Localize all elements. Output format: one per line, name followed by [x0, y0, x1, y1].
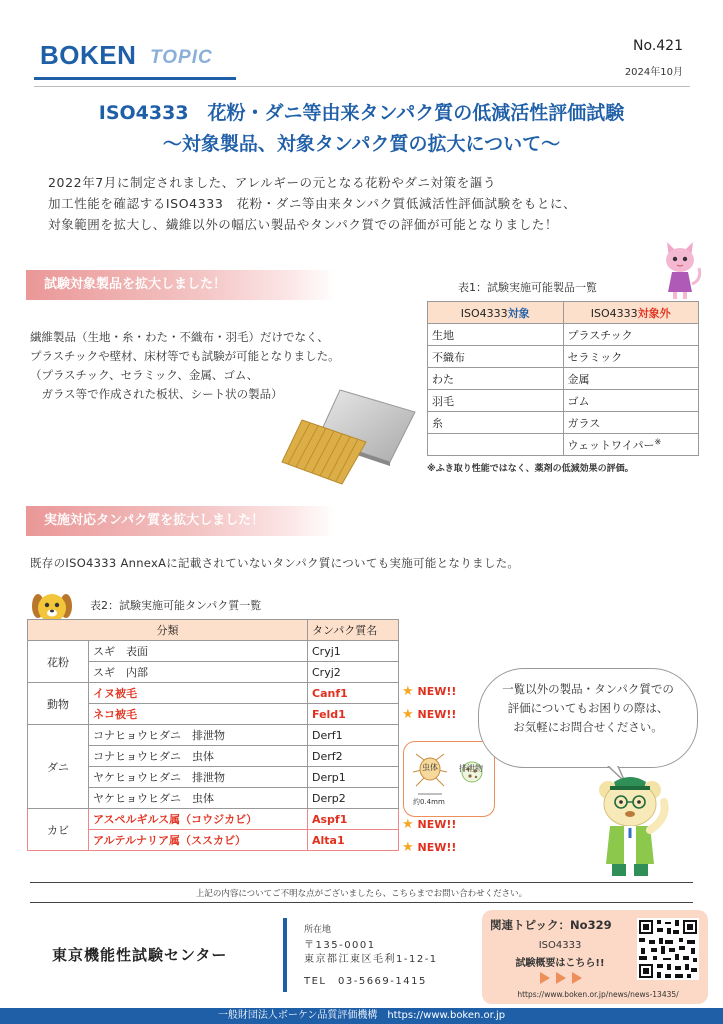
- table-row: [428, 346, 699, 368]
- protein-cell: Canf1: [308, 683, 399, 704]
- phone-number: TEL 03-5669-1415: [304, 976, 427, 987]
- new-badge: [402, 817, 456, 832]
- cell-target: 不織布: [428, 346, 564, 368]
- issue-number: No.421: [633, 38, 683, 54]
- header-iso-target: [428, 302, 564, 324]
- star-icon: ★: [402, 707, 414, 722]
- header-prefix: ISO4333: [590, 306, 638, 320]
- products-table: [427, 301, 699, 456]
- zip-code: 〒135-0001: [304, 940, 376, 951]
- protein-cell: Feld1: [308, 704, 399, 725]
- new-badge: [402, 707, 456, 722]
- cell-target: わた: [428, 368, 564, 390]
- sample-sheets-illustration: [280, 380, 420, 490]
- table-row: [428, 368, 699, 390]
- related-topic-title: 関連トピック：No329: [490, 918, 612, 932]
- bear-mascot-illustration: [580, 768, 690, 880]
- address: 東京都江東区毛利1-12-1: [304, 954, 438, 965]
- page-subtitle: ～対象製品、対象タンパク質の拡大について～: [162, 133, 561, 155]
- proteins-table: [27, 619, 399, 851]
- source-cell: ネコ被毛: [89, 704, 308, 725]
- source-cell: スギ 表面: [89, 641, 308, 662]
- protein-cell: Cryj1: [308, 641, 399, 662]
- intro-paragraph: [48, 172, 688, 235]
- source-cell: アスペルギルス属（コウジカビ）: [89, 809, 308, 830]
- protein-cell: Cryj2: [308, 662, 399, 683]
- protein-cell: Aspf1: [308, 809, 399, 830]
- intro-line: 2022年7月に制定されました、アレルギーの元となる花粉やダニ対策を謳う: [48, 175, 497, 190]
- proteins-description: 既存のISO4333 AnnexAに記載されていないタンパク質についても実施可能となりました。: [30, 556, 520, 570]
- source-cell: イヌ被毛: [89, 683, 308, 704]
- new-badge-label: NEW!!: [417, 841, 457, 854]
- category-cell: 花粉: [28, 641, 89, 683]
- table-row: [428, 434, 699, 456]
- category-cell: カビ: [28, 809, 89, 851]
- star-icon: ★: [402, 840, 414, 855]
- issue-date: 2024年10月: [624, 67, 683, 78]
- cell-non-target: 金属: [563, 368, 699, 390]
- cell-target: 生地: [428, 324, 564, 346]
- new-badge-label: NEW!!: [417, 708, 457, 721]
- table-row: [28, 725, 399, 746]
- protein-cell: Derp1: [308, 767, 399, 788]
- related-topic-url[interactable]: https://www.boken.or.jp/news/news-13435/: [517, 990, 679, 999]
- bubble-line: 一覧以外の製品・タンパク質での: [502, 682, 674, 696]
- source-cell: コナヒョウヒダニ 虫体: [89, 746, 308, 767]
- logo-underline: [34, 77, 236, 80]
- intro-line: 加工性能を確認するISO4333 花粉・ダニ等由来タンパク質低減活性評価試験をもとに、: [48, 196, 577, 211]
- mite-feces-label: 排泄物: [459, 764, 483, 773]
- protein-cell: Derf2: [308, 746, 399, 767]
- footer-divider-top: [30, 882, 693, 883]
- new-badge-label: NEW!!: [417, 685, 457, 698]
- protein-cell: Derp2: [308, 788, 399, 809]
- cell-non-target: プラスチック: [563, 324, 699, 346]
- section-banner-proteins: 実施対応タンパク質を拡大しました！: [26, 506, 336, 536]
- cell-target: 羽毛: [428, 390, 564, 412]
- related-topic-cta[interactable]: 試験概要はこちら!!: [515, 958, 605, 969]
- description-line: プラスチックや壁材、床材等でも試験が可能となりました。: [30, 349, 340, 363]
- header-prefix: ISO4333: [460, 306, 508, 320]
- table-row: [28, 641, 399, 662]
- contact-note: 上記の内容についてご不明な点がございましたら、こちらまでお問い合わせください。: [195, 889, 528, 899]
- source-cell: アルテルナリア属（ススカビ）: [89, 830, 308, 851]
- header-category: 分類: [28, 620, 308, 641]
- footer-vertical-bar: [283, 918, 287, 992]
- description-line: （プラスチック、セラミック、金属、ゴム、: [30, 368, 259, 382]
- arrow-icons: [538, 970, 584, 986]
- description-line: ガラス等で作成された板状、シート状の製品）: [30, 387, 283, 401]
- cell-text: ウェットワイパー: [567, 438, 655, 452]
- intro-line: 対象範囲を拡大し、繊維以外の幅広い製品やタンパク質での評価が可能となりました！: [48, 217, 559, 232]
- new-badge: [402, 684, 456, 699]
- topic-logo: TOPIC: [150, 47, 213, 68]
- description-line: 繊維製品（生地・糸・わた・不織布・羽毛）だけでなく、: [30, 330, 329, 344]
- footer-divider-bottom: [30, 902, 693, 903]
- header-suffix: 対象外: [637, 306, 671, 320]
- address-label: 所在地: [304, 925, 332, 935]
- mite-size-label: 約0.4mm: [413, 798, 445, 806]
- table-header-row: [428, 302, 699, 324]
- cell-non-target: ガラス: [563, 412, 699, 434]
- star-icon: ★: [402, 684, 414, 699]
- center-name: 東京機能性試験センター: [52, 946, 228, 964]
- table-header-row: [28, 620, 399, 641]
- cell-non-target: [563, 434, 699, 456]
- source-cell: コナヒョウヒダニ 排泄物: [89, 725, 308, 746]
- header-suffix: 対象: [507, 306, 530, 320]
- table2-caption: 表2：試験実施可能タンパク質一覧: [90, 599, 262, 612]
- bubble-line: 評価についてもお困りの際は、: [507, 701, 669, 715]
- source-cell: スギ 内部: [89, 662, 308, 683]
- cell-target: [428, 434, 564, 456]
- source-cell: ヤケヒョウヒダニ 排泄物: [89, 767, 308, 788]
- category-cell: ダニ: [28, 725, 89, 809]
- header-protein: タンパク質名: [308, 620, 399, 641]
- qr-code-icon[interactable]: [637, 918, 699, 980]
- publisher-bar: 一般財団法人ボーケン品質評価機構 https://www.boken.or.jp: [0, 1008, 723, 1024]
- page-title: ISO4333 花粉・ダニ等由来タンパク質の低減活性評価試験: [98, 102, 625, 124]
- bubble-line: お気軽にお問合せください。: [513, 720, 663, 734]
- table-row: [428, 412, 699, 434]
- mite-body-label: 虫体: [422, 763, 438, 772]
- table1-caption: 表1：試験実施可能製品一覧: [458, 281, 597, 294]
- note-mark: ※: [654, 436, 662, 446]
- boken-logo: BOKEN: [40, 40, 137, 70]
- related-topic-sub: ISO4333: [538, 940, 582, 951]
- table1-footnote: ※ふき取り性能ではなく、薬剤の低減効果の評価。: [427, 464, 634, 474]
- new-badge: [402, 840, 456, 855]
- cell-target: 糸: [428, 412, 564, 434]
- category-cell: 動物: [28, 683, 89, 725]
- source-cell: ヤケヒョウヒダニ 虫体: [89, 788, 308, 809]
- inquiry-text: [484, 680, 692, 737]
- table-row: [428, 390, 699, 412]
- cat-mascot-illustration: [655, 236, 705, 300]
- protein-cell: Alta1: [308, 830, 399, 851]
- protein-cell: Derf1: [308, 725, 399, 746]
- star-icon: ★: [402, 817, 414, 832]
- header-divider: [34, 86, 690, 87]
- section-banner-products: 試験対象製品を拡大しました！: [26, 270, 336, 300]
- table-row: [28, 683, 399, 704]
- cell-non-target: セラミック: [563, 346, 699, 368]
- table-row: [28, 809, 399, 830]
- cell-non-target: ゴム: [563, 390, 699, 412]
- table-row: [428, 324, 699, 346]
- header-iso-non-target: [563, 302, 699, 324]
- new-badge-label: NEW!!: [417, 818, 457, 831]
